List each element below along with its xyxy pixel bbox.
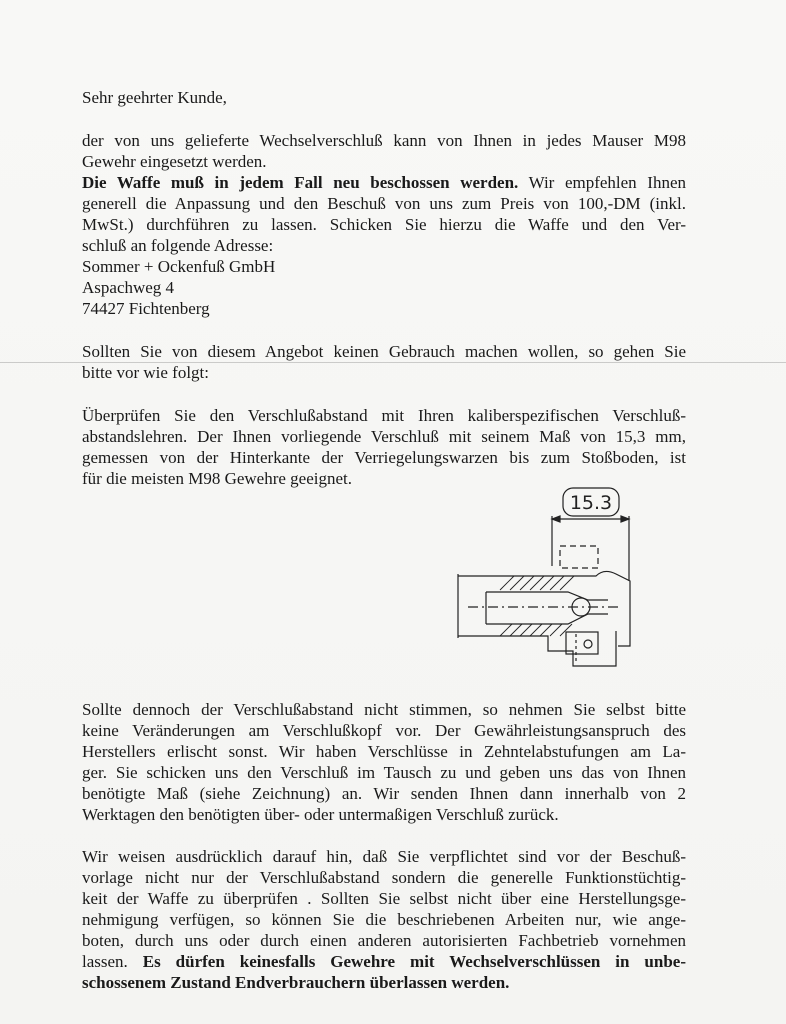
bolt-outline-top [458, 571, 630, 646]
text-line: Werktagen den benötigten über- oder untermaßigen Verschluß zurück. [82, 805, 559, 824]
address-street: Aspachweg 4 [82, 278, 175, 297]
salutation-text: Sehr geehrter Kunde, [82, 88, 227, 107]
paragraph-intro [82, 130, 686, 256]
text-fragment: lassen. [82, 952, 128, 971]
text-line: ger. Sie schicken uns den Verschluß im Tausch zu und geben uns das von Ihnen [82, 763, 686, 782]
text-line: gemessen von der Hinterkante der Verriegelungswarzen bis zum Stoßboden, ist [82, 448, 686, 467]
text-line: nehmigung verfügen, so können Sie die beschriebenen Arbeiten nur, wie ange- [82, 910, 686, 929]
text-line [82, 972, 686, 993]
address-city: 74427 Fichtenberg [82, 299, 210, 318]
text-line: der von uns gelieferte Wechselverschluß kann von Ihnen in jedes Mauser M98 [82, 131, 686, 150]
dimension-label: 15.3 [569, 492, 613, 514]
paragraph-warning [82, 846, 686, 993]
text-line: Herstellers erlischt sonst. Wir haben Verschlüsse in Zehntelabstufungen am La- [82, 742, 686, 761]
text-line [82, 951, 686, 972]
text-line: Sollten Sie von diesem Angebot keinen Gebrauch machen wollen, so gehen Sie [82, 342, 686, 361]
paragraph-alternative [82, 341, 686, 383]
bold-warning: Es dürfen keinesfalls Gewehre mit Wechselverschlüssen in unbe- [142, 952, 687, 971]
text-line: generell die Anpassung und den Beschuß von uns zum Preis von 100,-DM (inkl. [82, 194, 686, 213]
bore-upper [486, 592, 608, 600]
text-line: schluß an folgende Adresse: [82, 236, 274, 255]
paragraph-check [82, 405, 686, 489]
text-line [82, 172, 686, 193]
paragraph-exchange [82, 699, 686, 825]
text-fragment: Wir empfehlen Ihnen [528, 173, 686, 192]
text-line: Gewehr eingesetzt werden. [82, 152, 267, 171]
text-line: keine Veränderungen am Verschlußkopf vor. Der Gewährleistungsanspruch des [82, 721, 686, 740]
address-company: Sommer + Ockenfuß GmbH [82, 257, 276, 276]
text-line: benötigte Maß (siehe Zeichnung) an. Wir senden Ihnen dann innerhalb von 2 [82, 784, 686, 803]
text-line: Überprüfen Sie den Verschlußabstand mit Ihren kaliberspezifischen Verschluß- [82, 406, 686, 425]
text-line: Sollte dennoch der Verschlußabstand nicht stimmen, so nehmen Sie selbst bitte [82, 700, 686, 719]
text-line: bitte vor wie folgt: [82, 363, 210, 382]
arrow-head [621, 516, 629, 522]
text-line: MwSt.) durchführen zu lassen. Schicken Sie hierzu die Waffe und den Ver- [82, 215, 686, 234]
bolt-head-drawing [448, 486, 648, 676]
locking-lug-hidden [560, 546, 598, 568]
text-line: boten, durch uns oder durch einen anderen autorisierten Fachbetrieb vornehmen [82, 931, 686, 950]
text-line: für die meisten M98 Gewehre geeignet. [82, 469, 353, 488]
section-hatching [500, 576, 574, 636]
arrow-head [552, 516, 560, 522]
text-line: keit der Waffe zu überprüfen . Sollten Sie selbst nicht über eine Herstellungsge- [82, 889, 686, 908]
text-line: abstandslehren. Der Ihnen vorliegende Verschluß mit seinem Maß von 15,3 mm, [82, 427, 686, 446]
address-block [82, 256, 686, 319]
bolt-outline-bottom [458, 631, 616, 666]
extractor-pin [584, 640, 592, 648]
bore-lower [486, 614, 608, 624]
bold-warning: schossenem Zustand Endverbrauchern überlassen werden. [82, 973, 510, 992]
text-line: vorlage nicht nur der Verschlußabstand sondern die generelle Funktionstüchtig- [82, 868, 686, 887]
salutation [82, 87, 686, 108]
bold-notice: Die Waffe muß in jedem Fall neu beschossen werden. [82, 173, 519, 192]
text-line: Wir weisen ausdrücklich darauf hin, daß Sie verpflichtet sind vor der Beschuß- [82, 847, 686, 866]
